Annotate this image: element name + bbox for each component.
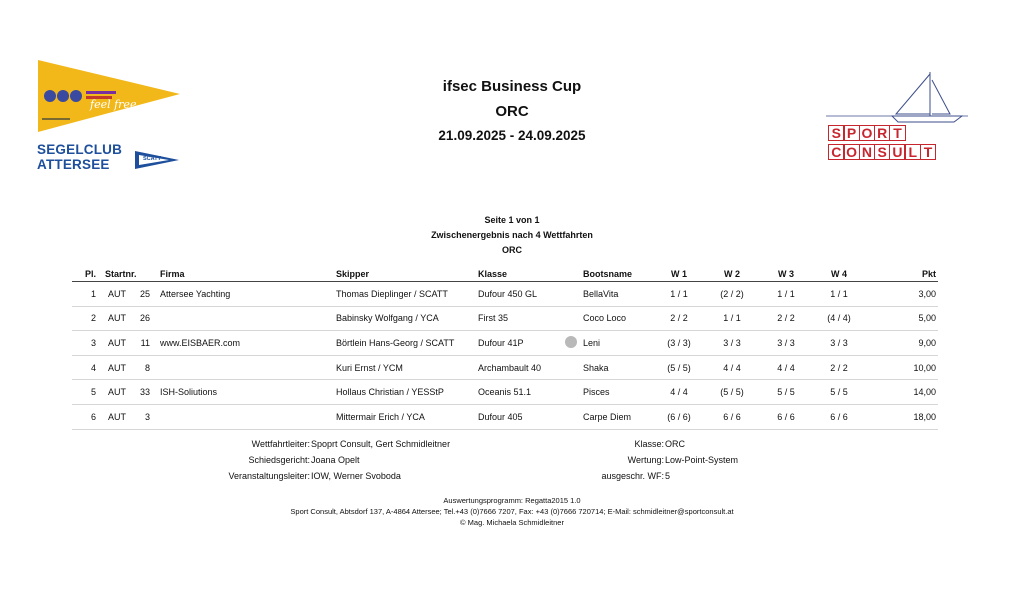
cell-w1: 4 / 4 [670, 387, 688, 398]
cell-w4: (4 / 4) [827, 313, 851, 324]
header-w3: W 3 [777, 269, 794, 279]
cell-w1: (6 / 6) [667, 411, 691, 422]
cell-klasse: First 35 [478, 313, 509, 324]
table-header [72, 268, 938, 282]
sailboat-icon [826, 70, 968, 126]
logo-letter: L [904, 144, 921, 160]
cell-w2: 4 / 4 [723, 362, 741, 373]
cell-bootsname: Shaka [583, 362, 609, 373]
cell-pkt: 14,00 [913, 387, 936, 398]
club-name-line1: SEGELCLUB [37, 142, 123, 157]
sport-word [828, 125, 904, 141]
klasse-label: Klasse: [634, 439, 664, 449]
schiedsgericht-value: Joana Opelt [311, 455, 360, 465]
club-name-line2: ATTERSEE [37, 157, 110, 172]
consult-word [828, 144, 935, 160]
cell-nation: AUT [108, 411, 126, 422]
cell-klasse: Archambault 40 [478, 362, 542, 373]
cell-pkt: 3,00 [918, 288, 936, 299]
cell-pl: 5 [90, 387, 96, 398]
cell-startnr: 33 [139, 387, 150, 398]
cell-nation: AUT [108, 288, 126, 299]
header-w4: W 4 [830, 269, 847, 279]
footer-copyright: © Mag. Michaela Schmidleitner [460, 518, 564, 527]
cell-klasse: Dufour 450 GL [478, 288, 538, 299]
cell-w3: 3 / 3 [777, 337, 795, 348]
veranstaltungsleiter-label: Veranstaltungsleiter: [228, 471, 310, 481]
wertung-value: Low-Point-System [665, 455, 739, 465]
cell-klasse: Dufour 41P [478, 337, 524, 348]
wettfahrtleiter-label: Wettfahrtleiter: [251, 439, 310, 449]
logo-letter: U [889, 144, 906, 160]
header-w1: W 1 [670, 269, 687, 279]
cell-skipper: Mittermair Erich / YCA [336, 411, 425, 422]
footer-contact: Sport Consult, Abtsdorf 137, A-4864 Attersee; Tel.+43 (0)7666 7207, Fax: +43 (0)7666 720714; E-Mail: schmidleitner@sportconsult.at [290, 507, 734, 516]
cell-w3: 6 / 6 [777, 411, 795, 422]
klasse-value: ORC [665, 439, 685, 449]
cell-w2: 6 / 6 [723, 411, 741, 422]
grey-dot-marker [565, 336, 577, 348]
cell-skipper: Hollaus Christian / YESStP [336, 387, 444, 398]
cell-pl: 1 [90, 288, 96, 299]
schiedsgericht-label: Schiedsgericht: [248, 455, 310, 465]
cell-firma: Attersee Yachting [160, 288, 231, 299]
logo-letter: P [843, 125, 860, 141]
cell-pl: 3 [90, 337, 96, 348]
cell-w1: 2 / 2 [670, 313, 688, 324]
sponsor-pennant-logo [38, 60, 180, 132]
cell-w1: (5 / 5) [667, 362, 691, 373]
logo-letter: N [859, 144, 876, 160]
logo-letter: R [874, 125, 891, 141]
class-info: ORC [502, 245, 522, 255]
cell-nation: AUT [108, 387, 126, 398]
cell-startnr: 3 [144, 411, 150, 422]
logo-letter: C [828, 144, 845, 160]
cell-klasse: Dufour 405 [478, 411, 523, 422]
header-w2: W 2 [723, 269, 740, 279]
cell-pl: 6 [90, 411, 96, 422]
cell-pl: 4 [90, 362, 96, 373]
segelclub-attersee-logo [37, 142, 183, 178]
cell-bootsname: Pisces [583, 387, 610, 398]
cell-skipper: Thomas Dieplinger / SCATT [336, 288, 448, 299]
cell-startnr: 26 [139, 313, 150, 324]
cell-bootsname: BellaVita [583, 288, 619, 299]
cell-bootsname: Leni [583, 337, 601, 348]
club-badge: SCATT [143, 156, 161, 162]
cell-startnr: 11 [140, 337, 150, 348]
logo-letter: S [828, 125, 845, 141]
table-row [72, 282, 938, 307]
cell-bootsname: Carpe Diem [583, 411, 632, 422]
cell-pl: 2 [90, 313, 96, 324]
sport-consult-logo [826, 70, 968, 166]
table-row [72, 380, 938, 405]
cell-w4: 5 / 5 [830, 387, 848, 398]
logo-letter: O [859, 125, 876, 141]
cell-w2: (5 / 5) [720, 387, 744, 398]
veranstaltungsleiter-value: IOW, Werner Svoboda [311, 471, 401, 481]
pennant-slogan: feel free [90, 98, 137, 111]
header-pkt: Pkt [921, 269, 936, 279]
table-row [72, 356, 938, 381]
logo-letter: T [920, 144, 937, 160]
cell-pkt: 9,00 [918, 337, 936, 348]
cell-bootsname: Coco Loco [583, 313, 627, 324]
cell-firma: www.EISBAER.com [160, 337, 241, 348]
cell-pkt: 5,00 [918, 313, 936, 324]
cell-w3: 5 / 5 [777, 387, 795, 398]
event-dates: 21.09.2025 - 24.09.2025 [438, 128, 586, 143]
table-row [72, 405, 938, 430]
event-title: ifsec Business Cup [442, 78, 582, 95]
logo-letter: S [874, 144, 891, 160]
header-klasse: Klasse [478, 269, 508, 279]
cell-w3: 1 / 1 [777, 288, 795, 299]
cell-w1: 1 / 1 [670, 288, 688, 299]
table-row [72, 331, 938, 356]
cell-w4: 1 / 1 [830, 288, 848, 299]
header-bootsname: Bootsname [583, 269, 633, 279]
logo-letter: T [889, 125, 906, 141]
page-info: Seite 1 von 1 [484, 215, 540, 225]
cell-startnr: 8 [144, 362, 150, 373]
cell-skipper: Börtlein Hans-Georg / SCATT [336, 337, 455, 348]
cell-nation: AUT [108, 313, 126, 324]
cell-w2: 1 / 1 [723, 313, 741, 324]
cell-startnr: 25 [139, 288, 150, 299]
ausgeschr-label: ausgeschr. WF: [601, 471, 664, 481]
event-subtitle: ORC [495, 103, 529, 120]
cell-pkt: 10,00 [913, 362, 936, 373]
header-firma: Firma [160, 269, 185, 279]
cell-nation: AUT [108, 362, 126, 373]
header-skipper: Skipper [336, 269, 370, 279]
cell-skipper: Kuri Ernst / YCM [336, 362, 403, 373]
wettfahrtleiter-value: Spoprt Consult, Gert Schmidleitner [311, 439, 451, 449]
cell-w2: 3 / 3 [723, 337, 741, 348]
cell-w2: (2 / 2) [720, 288, 744, 299]
cell-w3: 4 / 4 [777, 362, 795, 373]
cell-skipper: Babinsky Wolfgang / YCA [336, 313, 439, 324]
cell-klasse: Oceanis 51.1 [478, 387, 532, 398]
cell-w3: 2 / 2 [777, 313, 795, 324]
cell-w4: 2 / 2 [830, 362, 848, 373]
ausgeschr-value: 5 [665, 471, 671, 481]
cell-pkt: 18,00 [913, 411, 936, 422]
header-startnr: Startnr. [105, 269, 137, 279]
cell-firma: ISH-Soliutions [160, 387, 218, 398]
results-table [72, 268, 938, 430]
cell-nation: AUT [108, 337, 126, 348]
table-row [72, 307, 938, 332]
logo-letter: O [843, 144, 860, 160]
cell-w1: (3 / 3) [667, 337, 691, 348]
result-info: Zwischenergebnis nach 4 Wettfahrten [431, 230, 593, 240]
cell-w4: 3 / 3 [830, 337, 848, 348]
cell-w4: 6 / 6 [830, 411, 848, 422]
wertung-label: Wertung: [627, 455, 664, 465]
footer-program: Auswertungsprogramm: Regatta2015 1.0 [443, 496, 581, 505]
header-pl: Pl. [84, 269, 96, 279]
